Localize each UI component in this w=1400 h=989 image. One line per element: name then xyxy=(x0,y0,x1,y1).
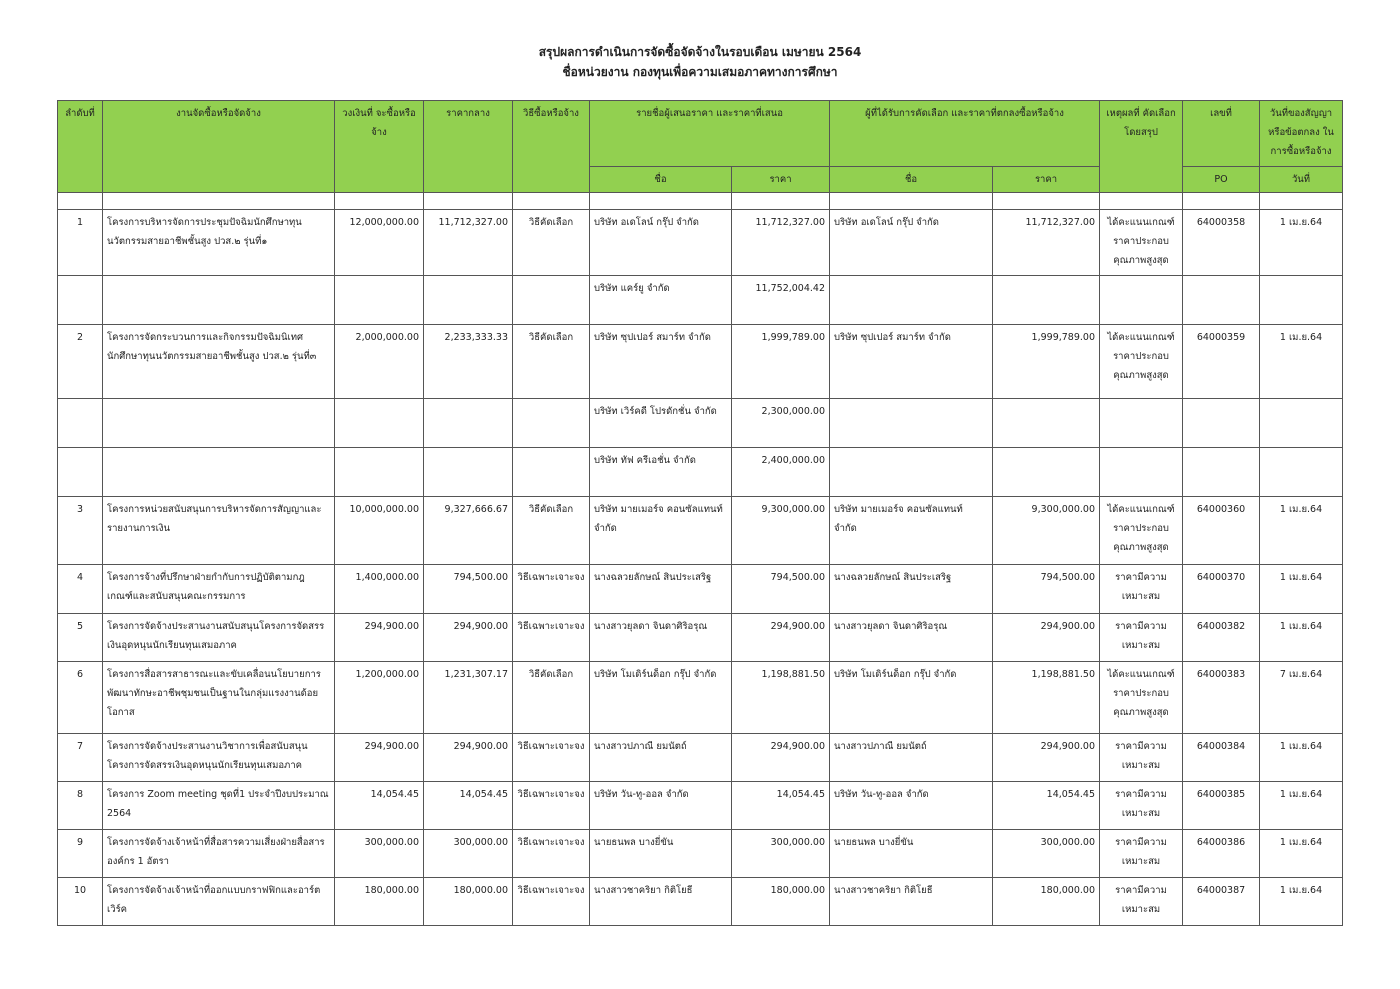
cell-method: วิธีคัดเลือก xyxy=(513,325,590,399)
cell-reason: ราคามีความเหมาะสม xyxy=(1100,614,1183,662)
cell-winner-name xyxy=(830,276,993,325)
table-row xyxy=(58,734,1343,782)
cell-project: โครงการสื่อสารสาธารณะและขับเคลื่อนนโยบายการพัฒนาทักษะอาชีพชุมชนเป็นฐานในกลุ่มแรงงานด้อยโอกาส xyxy=(103,662,335,734)
cell-method xyxy=(513,448,590,497)
cell-budget xyxy=(335,399,424,448)
cell-winner-price: 294,900.00 xyxy=(993,614,1100,662)
cell-method xyxy=(513,276,590,325)
cell-bidder-price: 11,752,004.42 xyxy=(732,276,830,325)
cell-project: โครงการจ้างที่ปรึกษาฝ่ายกำกับการปฏิบัติตามกฎเกณฑ์และสนับสนุนคณะกรรมการ xyxy=(103,565,335,614)
cell-budget xyxy=(335,448,424,497)
cell-median-price: 294,900.00 xyxy=(424,614,513,662)
table-row xyxy=(58,662,1343,734)
cell-winner-price: 14,054.45 xyxy=(993,782,1100,830)
cell-bidder-name: บริษัท ซุปเปอร์ สมาร์ท จำกัด xyxy=(590,325,732,399)
header-doc-no: เลขที่ xyxy=(1183,101,1260,167)
cell-winner-price xyxy=(993,399,1100,448)
header-contract-date: วันที่ของสัญญา หรือข้อตกลง ในการซื้อหรือจ้าง xyxy=(1260,101,1343,167)
cell-method: วิธีเฉพาะเจาะจง xyxy=(513,734,590,782)
cell-reason: ได้คะแนนเกณฑ์ราคาประกอบคุณภาพสูงสุด xyxy=(1100,325,1183,399)
cell-no: 3 xyxy=(58,497,103,565)
cell-reason: ได้คะแนนเกณฑ์ราคาประกอบคุณภาพสูงสุด xyxy=(1100,210,1183,276)
cell-bidder-name: นางฉลวยลักษณ์ สินประเสริฐ xyxy=(590,565,732,614)
cell-bidder-price: 794,500.00 xyxy=(732,565,830,614)
header-selected: ผู้ที่ได้รับการคัดเลือก และราคาที่ตกลงซื้อหรือจ้าง xyxy=(830,101,1100,167)
cell-project xyxy=(103,276,335,325)
header-median-price: ราคากลาง xyxy=(424,101,513,193)
cell-reason xyxy=(1100,276,1183,325)
cell-po: 64000386 xyxy=(1183,830,1260,878)
cell-no: 6 xyxy=(58,662,103,734)
cell-date: 1 เม.ย.64 xyxy=(1260,325,1343,399)
cell-no: 8 xyxy=(58,782,103,830)
header-row xyxy=(58,101,1343,167)
cell-no xyxy=(58,399,103,448)
cell-median-price: 14,054.45 xyxy=(424,782,513,830)
header-bidder-name: ชื่อ xyxy=(590,167,732,193)
cell-bidder-name: บริษัท เวิร์คดี โปรดักชั่น จำกัด xyxy=(590,399,732,448)
cell-winner-price: 794,500.00 xyxy=(993,565,1100,614)
cell-budget xyxy=(335,276,424,325)
cell-winner-name: บริษัท มายเมอร์จ คอนซัลแทนท์ จำกัด xyxy=(830,497,993,565)
cell-median-price: 794,500.00 xyxy=(424,565,513,614)
cell-winner-price: 294,900.00 xyxy=(993,734,1100,782)
cell-no xyxy=(58,448,103,497)
cell-method: วิธีเฉพาะเจาะจง xyxy=(513,878,590,926)
cell-winner-name: นางสาวยุลดา จินดาศิริอรุณ xyxy=(830,614,993,662)
cell-po: 64000384 xyxy=(1183,734,1260,782)
cell-reason: ราคามีความเหมาะสม xyxy=(1100,878,1183,926)
cell-median-price: 300,000.00 xyxy=(424,830,513,878)
cell-bidder-price: 2,400,000.00 xyxy=(732,448,830,497)
cell-project: โครงการจัดจ้างเจ้าหน้าที่สื่อสารความเสี่ยงฝ่ายสื่อสารองค์กร 1 อัตรา xyxy=(103,830,335,878)
cell-bidder-price: 300,000.00 xyxy=(732,830,830,878)
cell-no: 10 xyxy=(58,878,103,926)
cell-budget: 14,054.45 xyxy=(335,782,424,830)
cell-budget: 10,000,000.00 xyxy=(335,497,424,565)
cell-budget: 294,900.00 xyxy=(335,734,424,782)
cell-po xyxy=(1183,276,1260,325)
cell-no: 7 xyxy=(58,734,103,782)
cell-no: 4 xyxy=(58,565,103,614)
cell-bidder-price: 1,999,789.00 xyxy=(732,325,830,399)
cell-bidder-price: 2,300,000.00 xyxy=(732,399,830,448)
document-header xyxy=(0,42,1400,82)
table-row xyxy=(58,878,1343,926)
cell-winner-price: 9,300,000.00 xyxy=(993,497,1100,565)
cell-median-price: 9,327,666.67 xyxy=(424,497,513,565)
header-project: งานจัดซื้อหรือจัดจ้าง xyxy=(103,101,335,193)
cell-project xyxy=(103,448,335,497)
document-title: สรุปผลการดำเนินการจัดซื้อจัดจ้างในรอบเดือน เมษายน 2564 xyxy=(538,45,862,59)
cell-bidder-price: 11,712,327.00 xyxy=(732,210,830,276)
cell-project: โครงการจัดจ้างประสานงานสนับสนุนโครงการจัดสรรเงินอุดหนุนนักเรียนทุนเสมอภาค xyxy=(103,614,335,662)
cell-median-price xyxy=(424,448,513,497)
cell-po: 64000360 xyxy=(1183,497,1260,565)
cell-winner-name: บริษัท ซุปเปอร์ สมาร์ท จำกัด xyxy=(830,325,993,399)
cell-bidder-name: นางสาวปภาณี ยมนัตถ์ xyxy=(590,734,732,782)
cell-po: 64000387 xyxy=(1183,878,1260,926)
cell-method: วิธีคัดเลือก xyxy=(513,662,590,734)
cell-date: 7 เม.ย.64 xyxy=(1260,662,1343,734)
cell-bidder-price: 1,198,881.50 xyxy=(732,662,830,734)
table-row xyxy=(58,782,1343,830)
cell-date xyxy=(1260,276,1343,325)
table-row xyxy=(58,210,1343,276)
cell-reason: ราคามีความเหมาะสม xyxy=(1100,830,1183,878)
procurement-table xyxy=(57,100,1343,926)
cell-date: 1 เม.ย.64 xyxy=(1260,210,1343,276)
header-po: PO xyxy=(1183,167,1260,193)
cell-reason: ราคามีความเหมาะสม xyxy=(1100,782,1183,830)
cell-po: 64000382 xyxy=(1183,614,1260,662)
cell-winner-price: 180,000.00 xyxy=(993,878,1100,926)
cell-method: วิธีคัดเลือก xyxy=(513,497,590,565)
cell-date xyxy=(1260,448,1343,497)
cell-bidder-name: นางสาวชาคริยา กิติโยธี xyxy=(590,878,732,926)
cell-winner-name: นายธนพล บางยี่ขัน xyxy=(830,830,993,878)
cell-bidder-name: บริษัท มายเมอร์จ คอนซัลแทนท์ จำกัด xyxy=(590,497,732,565)
cell-winner-price: 1,999,789.00 xyxy=(993,325,1100,399)
cell-bidder-name: บริษัท โมเดิร์นด็อก กรุ๊ป จำกัด xyxy=(590,662,732,734)
cell-budget: 180,000.00 xyxy=(335,878,424,926)
cell-date: 1 เม.ย.64 xyxy=(1260,614,1343,662)
table-row xyxy=(58,497,1343,565)
cell-median-price xyxy=(424,276,513,325)
cell-reason: ราคามีความเหมาะสม xyxy=(1100,734,1183,782)
cell-method: วิธีคัดเลือก xyxy=(513,210,590,276)
spacer-row xyxy=(58,193,1343,210)
cell-reason: ได้คะแนนเกณฑ์ราคาประกอบคุณภาพสูงสุด xyxy=(1100,497,1183,565)
header-date: วันที่ xyxy=(1260,167,1343,193)
cell-budget: 300,000.00 xyxy=(335,830,424,878)
table-row xyxy=(58,399,1343,448)
cell-winner-name xyxy=(830,448,993,497)
cell-bidder-name: บริษัท แคร์ยู จำกัด xyxy=(590,276,732,325)
cell-bidder-price: 9,300,000.00 xyxy=(732,497,830,565)
cell-date xyxy=(1260,399,1343,448)
cell-median-price xyxy=(424,399,513,448)
cell-winner-price: 11,712,327.00 xyxy=(993,210,1100,276)
cell-no xyxy=(58,276,103,325)
header-winner-price: ราคา xyxy=(993,167,1100,193)
cell-median-price: 180,000.00 xyxy=(424,878,513,926)
header-reason: เหตุผลที่ คัดเลือกโดยสรุป xyxy=(1100,101,1183,193)
cell-winner-price: 1,198,881.50 xyxy=(993,662,1100,734)
header-method: วิธีซื้อหรือจ้าง xyxy=(513,101,590,193)
cell-bidder-name: นายธนพล บางยี่ขัน xyxy=(590,830,732,878)
table-row xyxy=(58,325,1343,399)
cell-reason: ราคามีความเหมาะสม xyxy=(1100,565,1183,614)
cell-no: 9 xyxy=(58,830,103,878)
cell-reason xyxy=(1100,448,1183,497)
cell-po: 64000385 xyxy=(1183,782,1260,830)
cell-bidder-price: 180,000.00 xyxy=(732,878,830,926)
cell-budget: 294,900.00 xyxy=(335,614,424,662)
cell-reason: ได้คะแนนเกณฑ์ราคาประกอบคุณภาพสูงสุด xyxy=(1100,662,1183,734)
header-budget: วงเงินที่ จะซื้อหรือจ้าง xyxy=(335,101,424,193)
cell-no: 1 xyxy=(58,210,103,276)
cell-bidder-name: นางสาวยุลดา จินดาศิริอรุณ xyxy=(590,614,732,662)
cell-budget: 1,400,000.00 xyxy=(335,565,424,614)
cell-project: โครงการจัดจ้างประสานงานวิชาการเพื่อสนับสนุนโครงการจัดสรรเงินอุดหนุนนักเรียนทุนเสมอภาค xyxy=(103,734,335,782)
cell-bidder-name: บริษัท อเดโลน์ กรุ๊ป จำกัด xyxy=(590,210,732,276)
cell-median-price: 1,231,307.17 xyxy=(424,662,513,734)
header-bidders: รายชื่อผู้เสนอราคา และราคาที่เสนอ xyxy=(590,101,830,167)
cell-budget: 12,000,000.00 xyxy=(335,210,424,276)
header-winner-name: ชื่อ xyxy=(830,167,993,193)
table-row xyxy=(58,830,1343,878)
cell-method: วิธีเฉพาะเจาะจง xyxy=(513,830,590,878)
table-row xyxy=(58,276,1343,325)
cell-project: โครงการหน่วยสนับสนุนการบริหารจัดการสัญญาและรายงานการเงิน xyxy=(103,497,335,565)
cell-project xyxy=(103,399,335,448)
cell-project: โครงการจัดจ้างเจ้าหน้าที่ออกแบบกราฟฟิกและอาร์ตเวิร์ค xyxy=(103,878,335,926)
cell-winner-name: นางฉลวยลักษณ์ สินประเสริฐ xyxy=(830,565,993,614)
table-row xyxy=(58,448,1343,497)
cell-po: 64000383 xyxy=(1183,662,1260,734)
cell-winner-price: 300,000.00 xyxy=(993,830,1100,878)
cell-winner-name xyxy=(830,399,993,448)
cell-winner-name: บริษัท วัน-ทู-ออล จำกัด xyxy=(830,782,993,830)
header-no: ลำดับที่ xyxy=(58,101,103,193)
cell-winner-name: นางสาวชาคริยา กิติโยธี xyxy=(830,878,993,926)
cell-method: วิธีเฉพาะเจาะจง xyxy=(513,782,590,830)
cell-method xyxy=(513,399,590,448)
cell-po: 64000358 xyxy=(1183,210,1260,276)
cell-bidder-name: บริษัท ทัฟ ครีเอชั่น จำกัด xyxy=(590,448,732,497)
cell-date: 1 เม.ย.64 xyxy=(1260,830,1343,878)
cell-no: 2 xyxy=(58,325,103,399)
cell-median-price: 11,712,327.00 xyxy=(424,210,513,276)
cell-project: โครงการ Zoom meeting ชุดที่1 ประจำปีงบประมาณ 2564 xyxy=(103,782,335,830)
cell-method: วิธีเฉพาะเจาะจง xyxy=(513,614,590,662)
table-row xyxy=(58,565,1343,614)
header-bidder-price: ราคา xyxy=(732,167,830,193)
cell-po xyxy=(1183,448,1260,497)
cell-project: โครงการจัดกระบวนการและกิจกรรมปัจฉิมนิเทศนักศึกษาทุนนวัตกรรมสายอาชีพชั้นสูง ปวส.๒ รุ่นที่๓ xyxy=(103,325,335,399)
cell-bidder-price: 14,054.45 xyxy=(732,782,830,830)
table-row xyxy=(58,614,1343,662)
cell-date: 1 เม.ย.64 xyxy=(1260,734,1343,782)
cell-budget: 2,000,000.00 xyxy=(335,325,424,399)
cell-po xyxy=(1183,399,1260,448)
cell-no: 5 xyxy=(58,614,103,662)
cell-po: 64000370 xyxy=(1183,565,1260,614)
cell-median-price: 294,900.00 xyxy=(424,734,513,782)
cell-budget: 1,200,000.00 xyxy=(335,662,424,734)
cell-bidder-price: 294,900.00 xyxy=(732,734,830,782)
cell-winner-name: นางสาวปภาณี ยมนัตถ์ xyxy=(830,734,993,782)
cell-bidder-price: 294,900.00 xyxy=(732,614,830,662)
document-subtitle: ชื่อหน่วยงาน กองทุนเพื่อความเสมอภาคทางการศึกษา xyxy=(562,65,838,79)
cell-po: 64000359 xyxy=(1183,325,1260,399)
cell-method: วิธีเฉพาะเจาะจง xyxy=(513,565,590,614)
cell-project: โครงการบริหารจัดการประชุมปัจฉิมนักศึกษาทุนนวัตกรรมสายอาชีพชั้นสูง ปวส.๒ รุ่นที่๑ xyxy=(103,210,335,276)
cell-winner-name: บริษัท อเดโลน์ กรุ๊ป จำกัด xyxy=(830,210,993,276)
cell-date: 1 เม.ย.64 xyxy=(1260,497,1343,565)
cell-bidder-name: บริษัท วัน-ทู-ออล จำกัด xyxy=(590,782,732,830)
cell-winner-price xyxy=(993,448,1100,497)
cell-reason xyxy=(1100,399,1183,448)
cell-median-price: 2,233,333.33 xyxy=(424,325,513,399)
cell-date: 1 เม.ย.64 xyxy=(1260,878,1343,926)
cell-date: 1 เม.ย.64 xyxy=(1260,782,1343,830)
cell-winner-price xyxy=(993,276,1100,325)
cell-winner-name: บริษัท โมเดิร์นด็อก กรุ๊ป จำกัด xyxy=(830,662,993,734)
cell-date: 1 เม.ย.64 xyxy=(1260,565,1343,614)
